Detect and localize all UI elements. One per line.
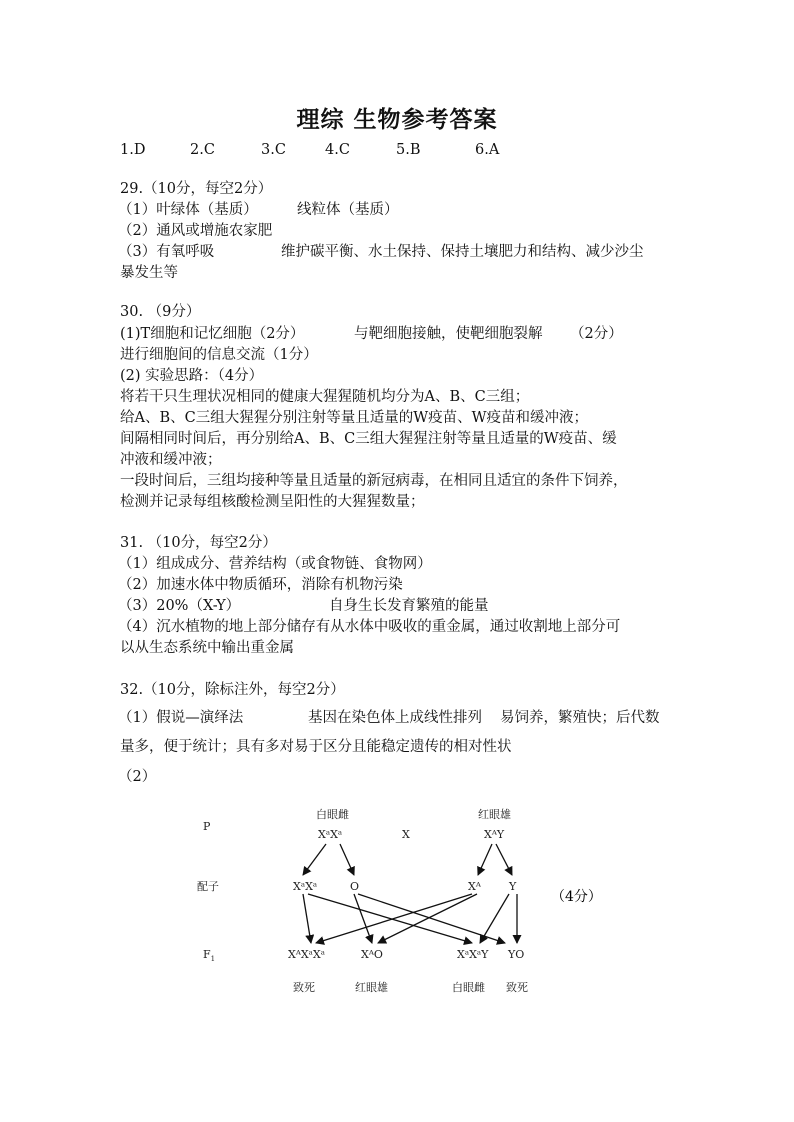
page-title: 理综 生物参考答案 (296, 106, 498, 133)
mc-answer-2: 2.C (190, 142, 215, 158)
q31-answer-3b: 自身生长发育繁殖的能量 (329, 598, 489, 614)
q30-line-8: 一段时间后，三组均接种等量且适量的新冠病毒，在相同且适宜的条件下饲养， (120, 473, 628, 489)
mc-answers (0, 140, 794, 161)
mc-answer-4: 4.C (325, 142, 350, 158)
q30-line-3: (2) 实验思路：（4分） (120, 368, 264, 384)
arrow-male-to-xa (478, 844, 492, 875)
arrow-male-to-y (496, 844, 512, 875)
q31-answer-4: （4）沉水植物的地上部分储存有从水体中吸收的重金属，通过收割地上部分可 (118, 619, 621, 635)
arrow-female-to-xx (303, 844, 326, 875)
arrow-female-to-o (340, 844, 354, 875)
row-label-f1-sub: 1 (210, 955, 216, 963)
offspring-4-phenotype: 致死 (506, 981, 528, 994)
gamete-male-y: Y (509, 880, 517, 893)
offspring-1-genotype: XᴬXᵃXᵃ (288, 948, 325, 961)
q31-answer-3: （3）20%（X-Y） (118, 598, 241, 614)
q30-line-1c: （2分） (570, 326, 623, 342)
q29-answer-3: （3）有氧呼吸 (118, 244, 215, 260)
row-label-gamete: 配子 (197, 880, 219, 893)
gamete-male-xa: Xᴬ (468, 880, 481, 893)
gamete-female-xx: XᵃXᵃ (293, 880, 318, 893)
q30-line-5: 给A、B、C三组大猩猩分别注射等量且适量的W疫苗、W疫苗和缓冲液； (120, 410, 589, 426)
arrow-o-to-o4 (358, 894, 505, 943)
q29-answer-2: （2）通风或增施农家肥 (118, 223, 273, 239)
q30-line-7: 冲液和缓冲液； (120, 452, 222, 468)
mc-answer-3: 3.C (261, 142, 286, 158)
score-note: （4分） (551, 889, 602, 905)
male-parent-label: 红眼雄 (478, 808, 511, 821)
male-parent-genotype: XᴬY (484, 828, 505, 841)
arrow-y-to-o3 (480, 894, 509, 943)
q29-answer-3b: 维护碳平衡、水土保持、保持土壤肥力和结构、减少沙尘 (281, 244, 644, 260)
q30-line-9: 检测并记录每组核酸检测呈阳性的大猩猩数量； (120, 494, 425, 510)
q31-answer-4b: 以从生态系统中输出重金属 (120, 640, 294, 656)
q31-answer-2: （2）加速水体中物质循环，消除有机物污染 (118, 577, 403, 593)
q29-answer-1b: 线粒体（基质） (297, 202, 399, 218)
q29-header: 29.（10分，每空2分） (120, 181, 273, 197)
q29-answer-3c: 暴发生等 (120, 265, 178, 281)
q31-answer-1: （1）组成成分、营养结构（或食物链、食物网） (118, 556, 432, 572)
mc-answer-1: 1.D (120, 142, 146, 158)
q32-answer-1d: 量多，便于统计；具有多对易于区分且能稳定遗传的相对性状 (120, 739, 512, 755)
offspring-1-phenotype: 致死 (293, 981, 315, 994)
q32-answer-1: （1）假说—演绎法 (118, 710, 244, 726)
q30-line-6: 间隔相同时间后，再分别给A、B、C三组大猩猩注射等量且适量的W疫苗、缓 (120, 431, 617, 447)
offspring-3-genotype: XᵃXᵃY (457, 948, 489, 961)
q32-answer-1c: 易饲养，繁殖快；后代数 (500, 710, 660, 726)
arrow-xx-to-o1 (303, 894, 311, 943)
q32-answer-1b: 基因在染色体上成线性排列 (308, 710, 482, 726)
offspring-2-phenotype: 红眼雄 (355, 981, 388, 994)
mc-answer-6: 6.A (475, 142, 500, 158)
arrow-o-to-o2 (354, 894, 372, 943)
q29-answer-1: （1）叶绿体（基质） (118, 202, 258, 218)
cross-sign: X (402, 828, 410, 841)
q30-header: 30. （9分） (120, 304, 201, 320)
offspring-3-phenotype: 白眼雌 (452, 981, 485, 994)
offspring-2-genotype: XᴬO (361, 948, 383, 961)
genetic-cross-diagram (0, 800, 794, 1030)
q30-line-4: 将若干只生理状况相同的健康大猩猩随机均分为A、B、C三组； (120, 389, 530, 405)
row-label-p: P (203, 820, 211, 833)
q31-header: 31. （10分，每空2分） (120, 535, 277, 551)
row-label-f1: $F_1$ (203, 948, 216, 963)
female-parent-label: 白眼雌 (316, 808, 349, 821)
q30-line-2: 进行细胞间的信息交流（1分） (120, 347, 318, 363)
q30-line-1b: 与靶细胞接触，使靶细胞裂解 (354, 326, 543, 342)
offspring-4-genotype: YO (508, 948, 525, 961)
mc-answer-5: 5.B (396, 142, 421, 158)
female-parent-genotype: XᵃXᵃ (318, 828, 343, 841)
gamete-female-o: O (350, 880, 360, 893)
q30-line-1a: (1)T细胞和记忆细胞（2分） (120, 326, 305, 342)
q32-header: 32.（10分，除标注外，每空2分） (120, 682, 345, 698)
q32-answer-2: （2） (118, 769, 157, 785)
